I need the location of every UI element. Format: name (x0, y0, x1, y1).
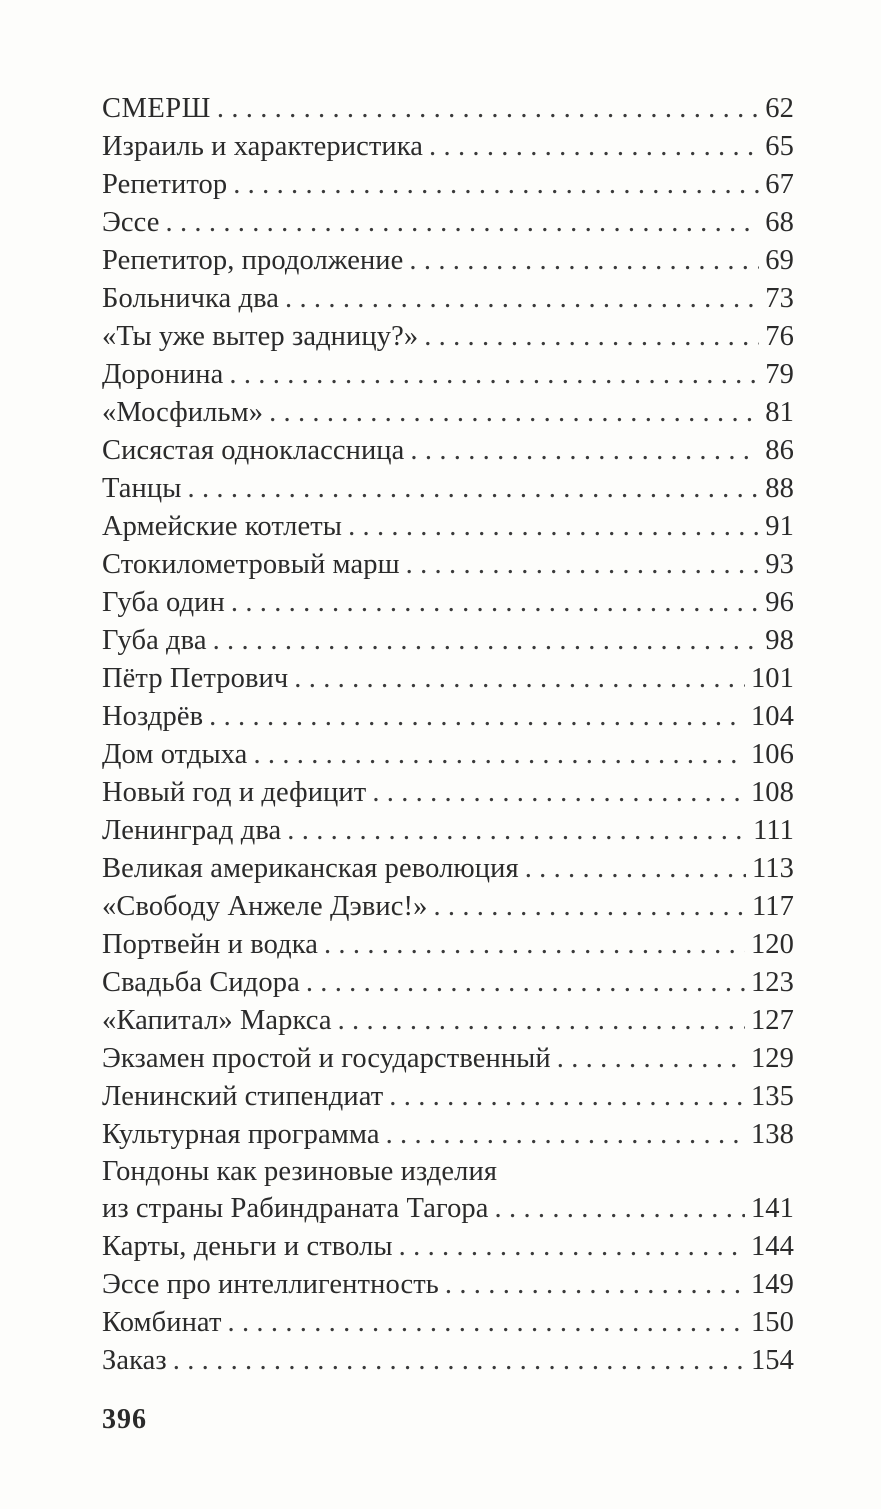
toc-entry (102, 432, 794, 470)
toc-entry-page: 88 (765, 473, 794, 504)
toc-entry (102, 888, 794, 926)
dot-leader (409, 242, 759, 280)
toc-entry-page: 154 (750, 1345, 794, 1376)
toc-entry-title: СМЕРШ (102, 93, 211, 124)
toc-entry (102, 850, 794, 888)
toc-entry-title: «Капитал» Маркса (102, 1005, 332, 1036)
toc-entry (102, 242, 794, 280)
toc-entry (102, 1266, 794, 1304)
dot-leader (324, 926, 745, 964)
toc-entry-page: 65 (765, 131, 794, 162)
toc-entry-title: Стокилометровый марш (102, 549, 400, 580)
toc-entry-page: 104 (750, 701, 794, 732)
dot-leader (269, 394, 759, 432)
toc-entry-title: Заказ (102, 1345, 167, 1376)
toc-entry-page: 111 (753, 815, 794, 846)
toc-entry (102, 1116, 794, 1154)
toc-entry (102, 1078, 794, 1116)
toc-entry (102, 204, 794, 242)
dot-leader (285, 280, 759, 318)
dot-leader (410, 432, 759, 470)
toc-entry-page: 113 (752, 853, 794, 884)
toc-entry-title: Свадьба Сидора (102, 967, 300, 998)
toc-entry-title: Ленинский стипендиат (102, 1081, 384, 1112)
dot-leader (348, 508, 759, 546)
toc-entry (102, 1040, 794, 1078)
toc-entry-title: Экзамен простой и государственный (102, 1043, 551, 1074)
toc-entry-page: 91 (765, 511, 794, 542)
toc-entry-page: 108 (750, 777, 794, 808)
dot-leader (233, 166, 759, 204)
dot-leader (213, 622, 760, 660)
dot-leader (338, 1002, 745, 1040)
dot-leader (229, 356, 759, 394)
toc-entry-page: 86 (765, 435, 794, 466)
toc-entry-page: 144 (750, 1231, 794, 1262)
dot-leader (231, 584, 759, 622)
toc-entry-page: 129 (750, 1043, 794, 1074)
toc-entry-title: Ноздрёв (102, 701, 204, 732)
dot-leader (386, 1116, 745, 1154)
toc-entry-page: 68 (765, 207, 794, 238)
dot-leader (389, 1078, 745, 1116)
toc-entry (102, 128, 794, 166)
toc-entry (102, 622, 794, 660)
toc-entry-title: Репетитор (102, 169, 228, 200)
dot-leader (209, 698, 745, 736)
toc-entry-title: Доронина (102, 359, 224, 390)
toc-entries-after (102, 1228, 794, 1380)
toc-entry-title: «Ты уже вытер задницу?» (102, 321, 419, 352)
toc-entry-page: 150 (750, 1307, 794, 1338)
toc-entry-page: 106 (750, 739, 794, 770)
toc-entry-multiline-continuation (102, 1190, 794, 1228)
toc-entry (102, 964, 794, 1002)
toc-entry-page: 73 (765, 283, 794, 314)
toc-entry (102, 1002, 794, 1040)
toc-entry-title: Новый год и дефицит (102, 777, 367, 808)
toc-entry-title: «Свободу Анжеле Дэвис!» (102, 891, 428, 922)
toc-entry-multiline (102, 1154, 794, 1190)
dot-leader (557, 1040, 745, 1078)
dot-leader (306, 964, 745, 1002)
dot-leader (429, 128, 759, 166)
toc-entry-page: 138 (750, 1119, 794, 1150)
dot-leader (372, 774, 745, 812)
dot-leader (173, 1342, 745, 1380)
toc-entry-page: 76 (765, 321, 794, 352)
toc-entry (102, 1304, 794, 1342)
toc-entry (102, 394, 794, 432)
toc-entry-page: 93 (765, 549, 794, 580)
toc-entry (102, 470, 794, 508)
toc-entry (102, 660, 794, 698)
toc-entry (102, 356, 794, 394)
toc-entry (102, 812, 794, 850)
toc-entry-title: Губа два (102, 625, 207, 656)
toc-entry (102, 508, 794, 546)
toc-entry-title: Сисястая одноклассница (102, 435, 405, 466)
toc-entry-title: Культурная программа (102, 1119, 380, 1150)
toc-entry-title: Дом отдыха (102, 739, 248, 770)
dot-leader (287, 812, 747, 850)
toc-entry (102, 1342, 794, 1380)
dot-leader (399, 1228, 745, 1266)
dot-leader (433, 888, 746, 926)
dot-leader (424, 318, 759, 356)
toc-entry-page: 149 (750, 1269, 794, 1300)
toc-entry-page: 98 (765, 625, 794, 656)
toc-entry-title: Ленинград два (102, 815, 282, 846)
toc-entry-title: Комбинат (102, 1307, 222, 1338)
toc-entry-page: 67 (765, 169, 794, 200)
toc-entry (102, 546, 794, 584)
toc-entry (102, 1228, 794, 1266)
toc-entry-title: Пётр Петрович (102, 663, 289, 694)
toc-entry-title: «Мосфильм» (102, 397, 264, 428)
toc-entry-title-line2: из страны Рабиндраната Тагора (102, 1193, 489, 1224)
toc-entry-page: 101 (750, 663, 794, 694)
toc-entry-page: 117 (752, 891, 794, 922)
toc-entry-page: 81 (765, 397, 794, 428)
table-of-contents (102, 90, 794, 1380)
toc-entry (102, 90, 794, 128)
toc-entry-title: Губа один (102, 587, 225, 618)
toc-entry-title: Больничка два (102, 283, 280, 314)
toc-entry (102, 318, 794, 356)
dot-leader (188, 470, 760, 508)
dot-leader (217, 90, 759, 128)
toc-entry-page: 141 (750, 1193, 794, 1224)
dot-leader (495, 1190, 745, 1228)
toc-entry-title: Эссе про интеллигентность (102, 1269, 439, 1300)
toc-entry-page: 127 (750, 1005, 794, 1036)
toc-entry-page: 96 (765, 587, 794, 618)
toc-entry-page: 69 (765, 245, 794, 276)
dot-leader (406, 546, 760, 584)
toc-entry-title: Танцы (102, 473, 182, 504)
dot-leader (294, 660, 745, 698)
toc-entry-title: Портвейн и водка (102, 929, 318, 960)
dot-leader (253, 736, 745, 774)
toc-entry-title: Карты, деньги и стволы (102, 1231, 393, 1262)
toc-entry-title-line1: Гондоны как резиновые изделия (102, 1156, 498, 1187)
page-number: 396 (102, 1404, 147, 1435)
toc-entry (102, 166, 794, 204)
toc-entry-title: Репетитор, продолжение (102, 245, 404, 276)
toc-entry-page: 79 (765, 359, 794, 390)
toc-entry-title: Эссе (102, 207, 160, 238)
toc-entries (102, 90, 794, 1154)
dot-leader (525, 850, 746, 888)
dot-leader (166, 204, 760, 242)
toc-entry (102, 280, 794, 318)
toc-entry (102, 584, 794, 622)
dot-leader (228, 1304, 745, 1342)
toc-entry (102, 774, 794, 812)
toc-entry (102, 736, 794, 774)
toc-entry-title: Великая американская революция (102, 853, 519, 884)
toc-entry-page: 62 (765, 93, 794, 124)
toc-entry-page: 123 (750, 967, 794, 998)
toc-entry (102, 698, 794, 736)
toc-entry-title: Армейские котлеты (102, 511, 343, 542)
toc-entry-page: 135 (750, 1081, 794, 1112)
toc-entry (102, 926, 794, 964)
toc-entry-title: Израиль и характеристика (102, 131, 424, 162)
dot-leader (445, 1266, 745, 1304)
toc-entry-page: 120 (750, 929, 794, 960)
